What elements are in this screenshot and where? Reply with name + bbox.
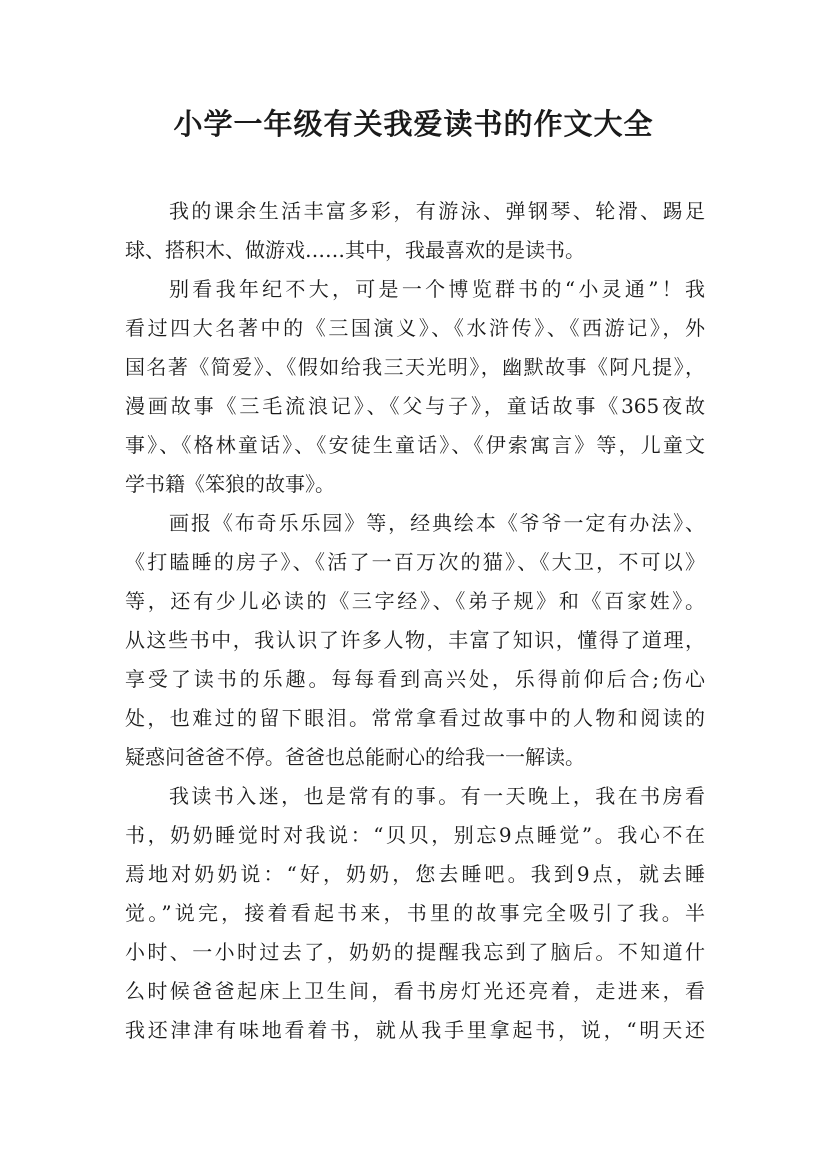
paragraph-line: 画报《布奇乐乐园》等，经典绘本《爷爷一定有办法》、	[169, 511, 705, 535]
paragraph-line: 《打瞌睡的房子》、《活了一百万次的猫》、《大卫，不可以》	[125, 550, 705, 574]
paragraph-line: 别看我年纪不大，可是一个博览群书的“小灵通”！我	[169, 277, 705, 301]
paragraph-line: 事》、《格林童话》、《安徒生童话》、《伊索寓言》等，儿童文	[125, 433, 705, 457]
paragraph-line: 学书籍《笨狼的故事》。	[125, 472, 335, 496]
paragraph-line: 从这些书中，我认识了许多人物，丰富了知识，懂得了道理，	[125, 628, 705, 652]
paragraph-line: 国名著《简爱》、《假如给我三天光明》，幽默故事《阿凡提》，	[125, 355, 705, 379]
paragraph-line: 么时候爸爸起床上卫生间，看书房灯光还亮着，走进来，看	[125, 979, 705, 1003]
paragraph-line: 等，还有少儿必读的《三字经》、《弟子规》和《百家姓》。	[125, 589, 705, 613]
paragraph-line: 看过四大名著中的《三国演义》、《水浒传》、《西游记》，外	[125, 316, 705, 340]
paragraph-line: 漫画故事《三毛流浪记》、《父与子》，童话故事《365夜故	[125, 394, 705, 418]
paragraph-line: 疑惑问爸爸不停。爸爸也总能耐心的给我一一解读。	[125, 745, 585, 769]
paragraph-line: 我读书入迷，也是常有的事。有一天晚上，我在书房看	[169, 784, 705, 808]
paragraph-line: 处，也难过的留下眼泪。常常拿看过故事中的人物和阅读的	[125, 706, 705, 730]
paragraph-line: 我还津津有味地看着书，就从我手里拿起书，说，“明天还	[125, 1018, 705, 1042]
paragraph-line: 享受了读书的乐趣。每每看到高兴处，乐得前仰后合;伤心	[125, 667, 705, 691]
document-title: 小学一年级有关我爱读书的作文大全	[173, 107, 654, 141]
paragraph-line: 我的课余生活丰富多彩，有游泳、弹钢琴、轮滑、踢足	[169, 199, 705, 223]
document-body	[125, 192, 705, 1050]
paragraph-line: 球、搭积木、做游戏……其中，我最喜欢的是读书。	[125, 238, 585, 262]
paragraph-line: 焉地对奶奶说：“好，奶奶，您去睡吧。我到9点，就去睡	[125, 862, 705, 886]
paragraph-line: 小时、一小时过去了，奶奶的提醒我忘到了脑后。不知道什	[125, 940, 705, 964]
paragraph-line: 觉。”说完，接着看起书来，书里的故事完全吸引了我。半	[125, 901, 705, 925]
paragraph-line: 书，奶奶睡觉时对我说：“贝贝，别忘9点睡觉”。我心不在	[125, 823, 705, 847]
